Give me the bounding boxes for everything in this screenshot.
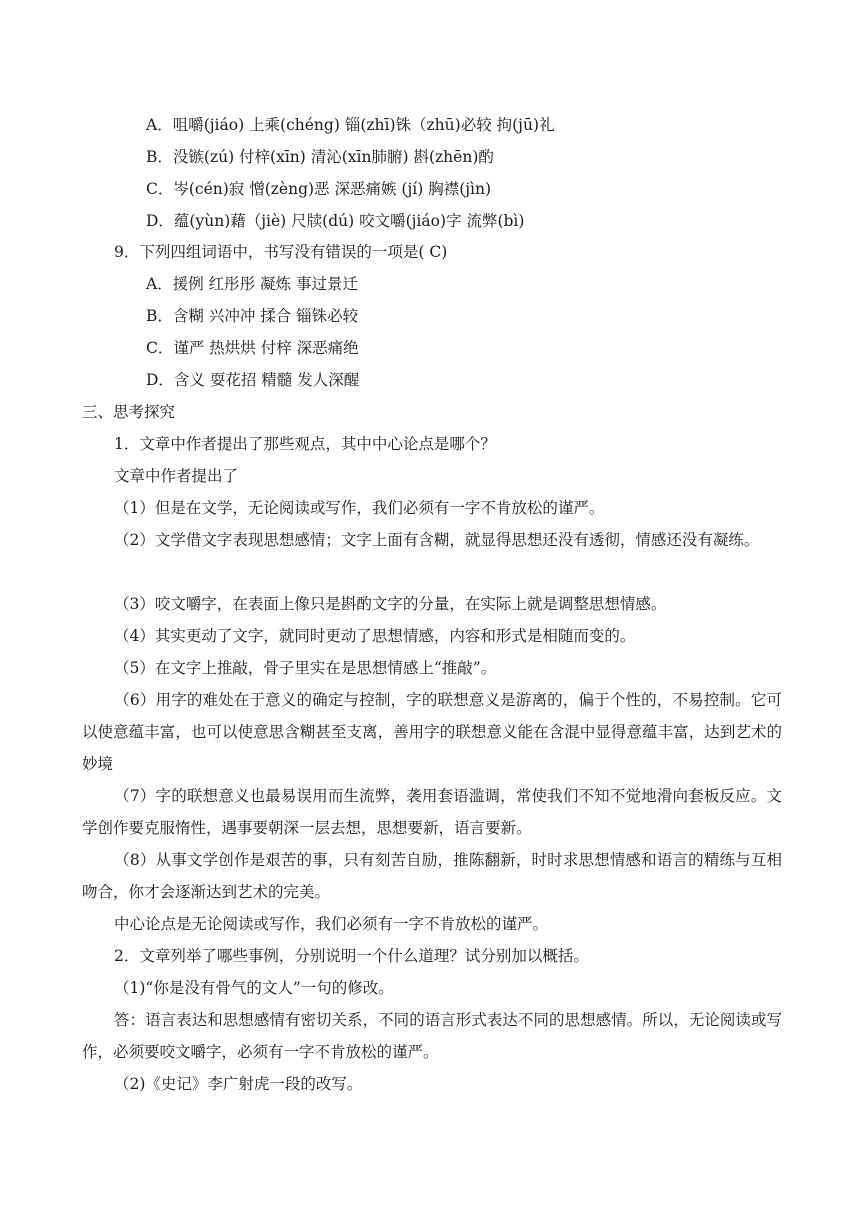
central-thesis: 中心论点是无论阅读或写作，我们必须有一字不肯放松的谨严。 [114, 915, 549, 933]
q8-option-d: D．蕴(yùn)藉（jiè) 尺牍(dú) 咬文嚼(jiáo)字 流弊(bì) [146, 212, 525, 230]
q2-stem: 2．文章列举了哪些事例，分别说明一个什么道理？试分别加以概括。 [114, 947, 589, 965]
q9-option-b: B．含糊 兴冲冲 揉合 锱铢必较 [146, 307, 359, 325]
point-6: （6）用字的难处在于意义的确定与控制，字的联想意义是游离的，偏于个性的，不易控制。它可以使意蕴丰富，也可以使意思含糊甚至支离，善用字的联想意义能在含混中显得意蕴丰富，达到艺术的妙境 [82, 691, 782, 773]
q9-stem: 9．下列四组词语中，书写没有错误的一项是( C) [114, 243, 448, 261]
q8-option-b: B．没镞(zú) 付梓(xīn) 清沁(xīn肺腑) 斟(zhēn)酌 [146, 148, 494, 166]
point-8: （8）从事文学创作是艰苦的事，只有刻苦自励，推陈翻新，时时求思想情感和语言的精练与互相吻合，你才会逐渐达到艺术的完美。 [82, 851, 782, 901]
point-2: （2）文学借文字表现思想感情；文字上面有含糊，就显得思想还没有透彻，情感还没有凝练。 [114, 531, 760, 549]
point-7: （7）字的联想意义也最易误用而生流弊，袭用套语滥调，常使我们不知不觉地滑向套板反应。文学创作要克服惰性，遇事要朝深一层去想，思想要新，语言要新。 [82, 787, 782, 837]
point-5: （5）在文字上推敲，骨子里实在是思想情感上“推敲”。 [114, 659, 497, 677]
point-1: （1）但是在文学，无论阅读或写作，我们必须有一字不肯放松的谨严。 [114, 499, 605, 517]
q8-option-a: A．咀嚼(jiáo) 上乘(chéng) 锱(zhī)铢（zhū)必较 拘(jū)礼 [146, 116, 555, 134]
q9-option-a: A．援例 红彤彤 凝炼 事过景迁 [146, 275, 358, 293]
q1-stem: 1．文章中作者提出了那些观点，其中中心论点是哪个？ [114, 435, 496, 453]
point-4: （4）其实更动了文字，就同时更动了思想情感，内容和形式是相随而变的。 [114, 627, 636, 645]
point-3: （3）咬文嚼字，在表面上像只是斟酌文字的分量，在实际上就是调整思想情感。 [114, 595, 667, 613]
q1-intro: 文章中作者提出了 [114, 467, 239, 485]
q8-option-c: C．岑(cén)寂 憎(zèng)恶 深恶痛嫉 (jí) 胸襟(jìn) [146, 180, 492, 198]
section-title: 三、思考探究 [82, 403, 176, 421]
q2-answer-1: 答：语言表达和思想感情有密切关系，不同的语言形式表达不同的思想感情。所以，无论阅读或写作，必须要咬文嚼字，必须有一字不肯放松的谨严。 [82, 1011, 782, 1061]
q9-option-d: D．含义 耍花招 精髓 发人深醒 [146, 371, 360, 389]
q2-item-2: （2)《史记》李广射虎一段的改写。 [114, 1075, 363, 1093]
q2-item-1: （1)“你是没有骨气的文人”一句的修改。 [114, 979, 394, 997]
q9-option-c: C．谨严 热烘烘 付梓 深恶痛绝 [146, 339, 359, 357]
